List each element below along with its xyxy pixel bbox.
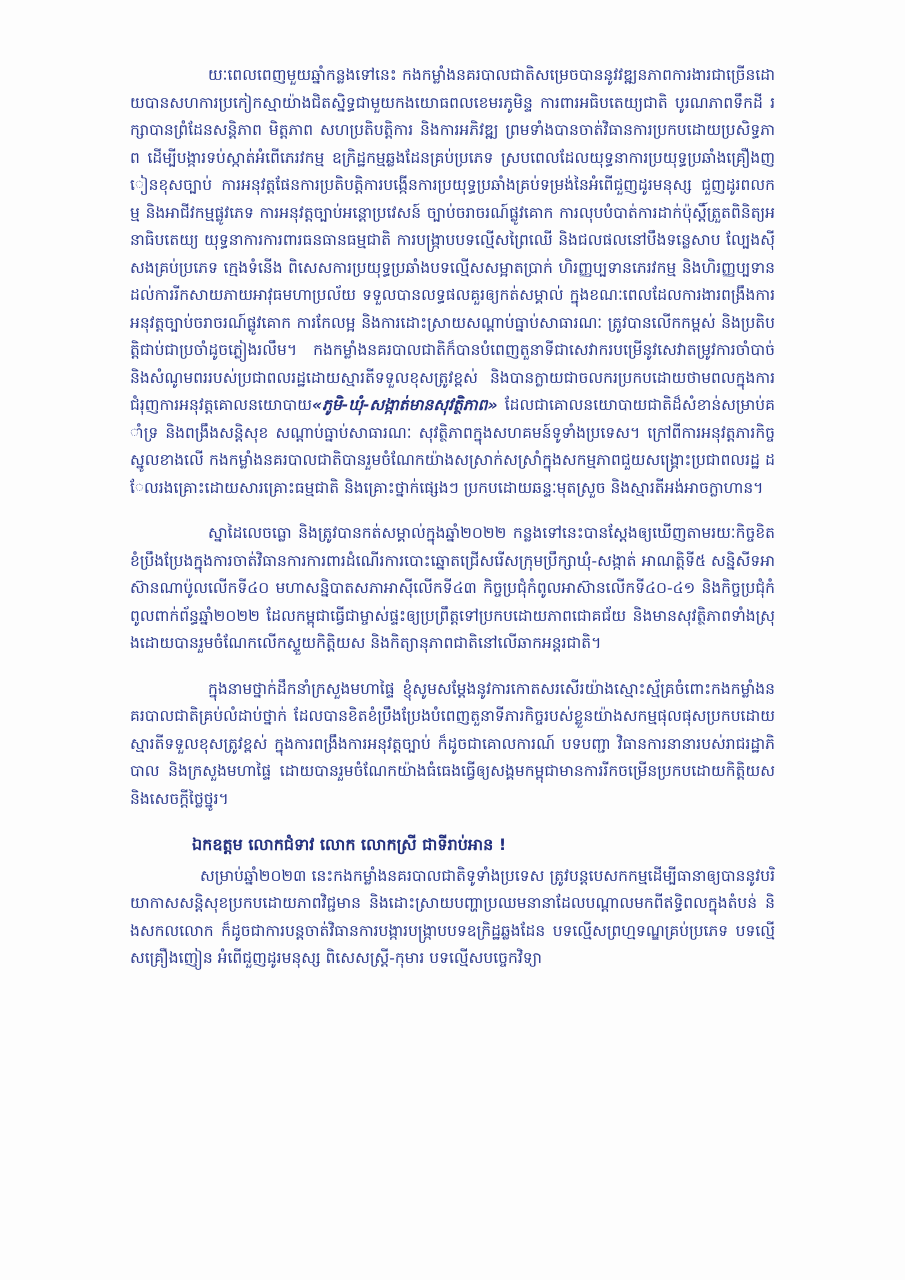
paragraph-2: ស្នាដៃលេចធ្លោ និងត្រូវបានកត់សម្គាល់ក្នុងឆ្នាំ២០២២ កន្លងទៅនេះបានស្តែងឲ្យឃើញតាមរយៈកិច្ចខិតខំប្រឹងប្រែងក្នុងការចាត់វិធានការការពារដំណើរការបោះឆ្នោតជ្រើសរើសក្រុមប្រឹក្សាឃុំ-សង្កាត់ អាណត្តិទី៥ សន្និសីទអាស៊ានណាប៉ូលលើកទី៤០ មហាសន្និបាតសភាអាស៊ីលើកទី៤៣ កិច្ចប្រជុំកំពូលអាស៊ានលើកទី៤០-៤១ និងកិច្ចប្រជុំកំពូលពាក់ព័ន្ធឆ្នាំ២០២២ ដែលកម្ពុជាធ្វើជាម្ចាស់ផ្ទះឲ្យប្រព្រឹត្តទៅប្រកបដោយភាពជោគជ័យ និងមានសុវត្ថិភាពទាំងស្រុងដោយបានរួមចំណែកលើកស្ទួយកិត្តិយស និងកិត្យានុភាពជាតិនៅលើឆាកអន្តរជាតិ។ (130, 524, 775, 652)
paragraph-3: ក្នុងនាមថ្នាក់ដឹកនាំក្រសួងមហាផ្ទៃ ខ្ញុំសូមសម្តែងនូវការកោតសរសើរយ៉ាងស្មោះស្ម័គ្រចំពោះកងកម្លាំងនគរបាលជាតិគ្រប់លំដាប់ថ្នាក់ ដែលបានខិតខំប្រឹងប្រែងបំពេញតួនាទីភារកិច្ចរបស់ខ្លួនយ៉ាងសកម្មផុលផុសប្រកបដោយស្មារតីទទួលខុសត្រូវខ្ពស់ ក្នុងការពង្រឹងការអនុវត្តច្បាប់ ក៏ដូចជាគោលការណ៍ បទបញ្ជា វិធានការនានារបស់រាជរដ្ឋាភិបាល និងក្រសួងមហាផ្ទៃ ដោយបានរួមចំណែកយ៉ាងធំធេងធ្វើឲ្យសង្គមកម្ពុជាមានការរីកចម្រើនប្រកបដោយកិត្តិយស និងសេចក្តីថ្លៃថ្នូរ។ (130, 679, 775, 808)
paragraph-1-emphasis: «ភូមិ-ឃុំ-សង្កាត់មានសុវត្ថិភាព» (312, 396, 498, 414)
paragraph-4: សម្រាប់ឆ្នាំ២០២៣ នេះកងកម្លាំងនគរបាលជាតិទូទាំងប្រទេស ត្រូវបន្តបេសកកម្មដើម្បីធានាឲ្យបាននូវបរិយាកាសសន្តិសុខប្រកបដោយភាពវិជ្ជមាន និងដោះស្រាយបញ្ហាប្រឈមនានាដែលបណ្តាលមកពីឥទ្ធិពលក្នុងតំបន់ និងសកលលោក ក៏ដូចជាការបន្តចាត់វិធានការបង្ការបង្ក្រាបបទឧក្រិដ្ឋឆ្លងដែន បទល្មើសព្រហ្មទណ្ឌគ្រប់ប្រភេទ បទល្មើសគ្រឿងញៀន អំពើជួញដូរមនុស្ស ពិសេសស្ត្រី-កុមារ បទល្មើសបច្ចេកវិទ្យា (130, 866, 775, 967)
paragraph-1 (130, 62, 775, 502)
document-body (130, 62, 775, 973)
paragraph-1-text-b: ដែលជាគោលនយោបាយជាតិដ៏សំខាន់សម្រាប់គាំទ្រ និងពង្រឹងសន្តិសុខ សណ្តាប់ធ្នាប់សាធារណៈ សុវត្ថិភាពក្នុងសហគមន៍ទូទាំងប្រទេស។ ក្រៅពីការអនុវត្តភារកិច្ចស្នូលខាងលើ កងកម្លាំងនគរបាលជាតិបានរួមចំណែកយ៉ាងសស្រាក់សស្រាំក្នុងសកម្មភាពជួយសង្គ្រោះប្រជាពលរដ្ឋ ដែលរងគ្រោះដោយសារគ្រោះធម្មជាតិ និងគ្រោះថ្នាក់ផ្សេងៗ ប្រកបដោយឆន្ទៈមុតស្រួច និងស្មារតីអង់អាចក្លាហាន។ (130, 396, 775, 497)
greeting-heading: ឯកឧត្តម លោកជំទាវ លោក លោកស្រី ជាទីរាប់អាន ! (192, 835, 507, 854)
paragraph-1-text-a: ​យៈពេលពេញមួយឆ្នាំកន្លងទៅនេះ កងកម្លាំងនគរបាលជាតិសម្រេចបាននូវវឌ្ឍនភាពការងារជាច្រើនដោយបានសហការប្រកៀកស្មាយ៉ាងជិតស្និទ្ធជាមួយកងយោធពលខេមរភូមិន្ទ ការពារអធិបតេយ្យជាតិ បូរណភាពទឹកដី រក្សាបានព្រំដែនសន្តិភាព មិត្តភាព សហប្រតិបត្តិការ និងការអភិវឌ្ឍ ព្រមទាំងបានចាត់វិធានការប្រកបដោយប្រសិទ្ធភាព ដើម្បីបង្ការទប់ស្កាត់អំពើភេរវកម្ម ឧក្រិដ្ឋកម្មឆ្លងដែនគ្រប់ប្រភេទ ស្របពេលដែលយុទ្ធនាការប្រយុទ្ធប្រឆាំងគ្រឿងញៀនខុសច្បាប់ ការអនុវត្តផែនការប្រតិបត្តិការបង្កើនការប្រយុទ្ធប្រឆាំងគ្រប់ទម្រង់នៃអំពើជួញដូរមនុស្ស ជួញដូរពលកម្ម និងអាជីវកម្មផ្លូវភេទ ការអនុវត្តច្បាប់អន្តោប្រវេសន៍ ច្បាប់ចរាចរណ៍ផ្លូវគោក ការលុបបំបាត់ការដាក់ប៉ុស្តិ៍ត្រួតពិនិត្យអនាធិបតេយ្យ យុទ្ធនាការការពារធនធានធម្មជាតិ ការបង្ក្រាបបទល្មើសព្រៃឈើ និងជលផលនៅបឹងទន្លេសាប ល្បែងស៊ីសងគ្រប់ប្រភេទ ក្មេងទំនើង ពិសេសការប្រយុទ្ធប្រឆាំងបទល្មើសសម្អាតប្រាក់ ហិរញ្ញប្បទានភេរវកម្ម និងហិរញ្ញប្បទានដល់ការរីកសាយភាយអាវុធមហាប្រល័យ ទទួលបានលទ្ធផលគួរឲ្យកត់សម្គាល់ ក្នុងខណៈពេលដែលការងារពង្រឹងការអនុវត្តច្បាប់ចរាចរណ៍ផ្លូវគោក ការកែលម្អ និងការដោះស្រាយសណ្តាប់ធ្នាប់សាធារណៈ ត្រូវបានលើកកម្ពស់ និងប្រតិបត្តិជាប់ជាប្រចាំដូចភ្លៀងរលឹម។ កងកម្លាំងនគរបាលជាតិក៏បានបំពេញតួនាទីជាសេវាករបម្រើនូវសេវាតម្រូវការចាំបាច់ និងសំណូមពររបស់ប្រជាពលរដ្ឋដោយស្មារតីទទួលខុសត្រូវខ្ពស់ និងបានក្លាយជាចលករប្រកបដោយថាមពលក្នុងការជំរុញការអនុវត្តគោលនយោបាយ (130, 66, 775, 414)
